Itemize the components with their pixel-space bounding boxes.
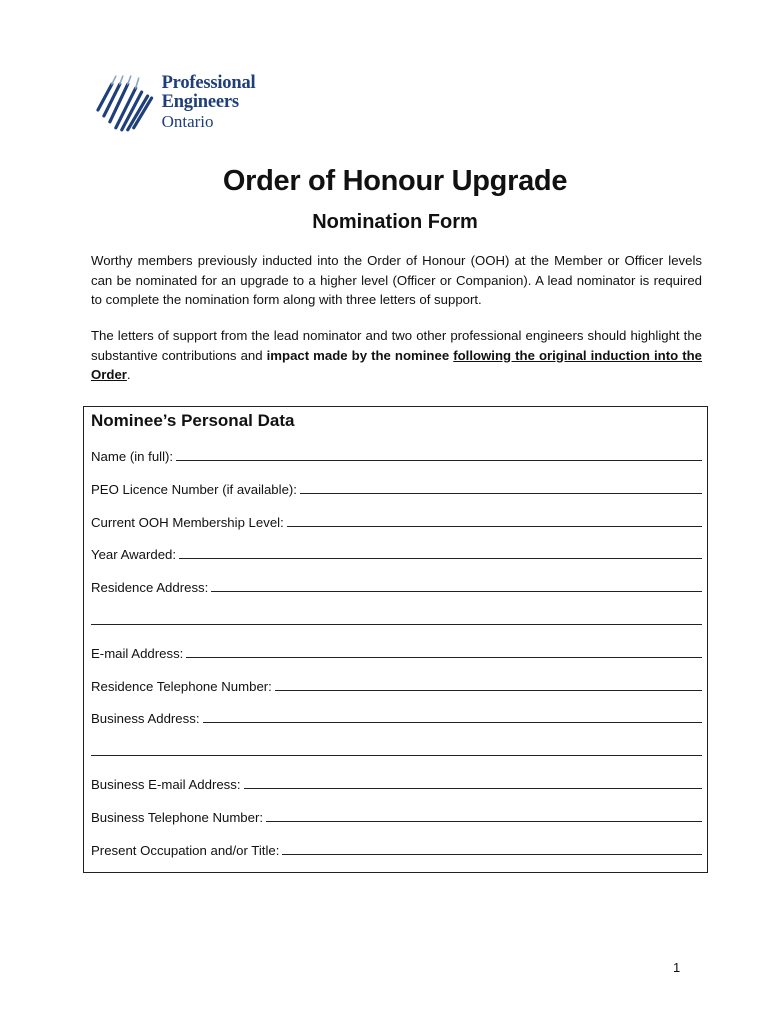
residence-address-line-2-blank[interactable] bbox=[91, 612, 702, 625]
field-label: Business E-mail Address: bbox=[91, 777, 241, 792]
field-label: Business Telephone Number: bbox=[91, 810, 264, 825]
email-blank[interactable] bbox=[186, 645, 702, 658]
name-blank[interactable] bbox=[176, 448, 702, 461]
support-paragraph-text: The letters of support from the lead nominator and two other professional engineers should highlight the substantive contributions and bbox=[91, 328, 702, 363]
support-paragraph-bold: impact made by the nominee bbox=[266, 347, 454, 363]
residence-telephone-field[interactable] bbox=[91, 676, 702, 694]
residence-address-blank[interactable] bbox=[211, 579, 702, 592]
section-title: Nominee’s Personal Data bbox=[91, 411, 295, 430]
occupation-title-field[interactable] bbox=[91, 840, 702, 858]
intro-paragraph: Worthy members previously inducted into the Order of Honour (OOH) at the Member or Officer levels can be nominated for an upgrade to a higher level (Officer or Companion). A lead nominator is required to complete the nomination form along with three letters of support. bbox=[91, 253, 702, 307]
business-telephone-blank[interactable] bbox=[266, 809, 702, 822]
field-label: Name (in full): bbox=[91, 449, 174, 464]
field-label: Business Address: bbox=[91, 711, 200, 726]
business-address-blank[interactable] bbox=[203, 710, 703, 723]
residence-address-field[interactable] bbox=[91, 577, 702, 595]
support-letters-paragraph bbox=[91, 326, 702, 385]
business-address-line-2-blank[interactable] bbox=[91, 743, 702, 756]
email-field[interactable] bbox=[91, 643, 702, 661]
field-label: Present Occupation and/or Title: bbox=[91, 843, 280, 858]
logo-line-2: Ontario bbox=[161, 111, 214, 131]
field-label: E-mail Address: bbox=[91, 646, 184, 661]
business-email-field[interactable] bbox=[91, 774, 702, 792]
peo-logo-icon bbox=[92, 70, 156, 134]
year-awarded-field[interactable] bbox=[91, 544, 702, 562]
residence-telephone-blank[interactable] bbox=[275, 678, 702, 691]
membership-level-blank[interactable] bbox=[287, 514, 702, 527]
year-awarded-blank[interactable] bbox=[179, 546, 702, 559]
business-telephone-field[interactable] bbox=[91, 807, 702, 825]
logo-line-1: Professional Engineers bbox=[161, 72, 256, 113]
support-paragraph-end: . bbox=[126, 367, 131, 382]
business-address-field[interactable] bbox=[91, 708, 702, 726]
licence-number-blank[interactable] bbox=[300, 481, 702, 494]
field-label: PEO Licence Number (if available): bbox=[91, 482, 297, 497]
business-address-line-2[interactable] bbox=[91, 741, 702, 759]
nominee-data-section bbox=[83, 406, 708, 873]
field-label: Current OOH Membership Level: bbox=[91, 515, 284, 530]
field-label: Year Awarded: bbox=[91, 547, 177, 562]
page-number: 1 bbox=[673, 960, 681, 975]
document-title: Order of Honour Upgrade bbox=[222, 165, 568, 197]
support-paragraph-bold-underlined: following the original induction into the Order bbox=[91, 347, 702, 382]
occupation-title-blank[interactable] bbox=[282, 842, 702, 855]
licence-number-field[interactable] bbox=[91, 479, 702, 497]
residence-address-line-2[interactable] bbox=[91, 610, 702, 628]
field-label: Residence Telephone Number: bbox=[91, 679, 272, 694]
field-label: Residence Address: bbox=[91, 580, 209, 595]
business-email-blank[interactable] bbox=[244, 776, 702, 789]
document-subtitle: Nomination Form bbox=[312, 211, 478, 233]
logo-wordmark bbox=[162, 74, 336, 131]
name-field[interactable] bbox=[91, 446, 702, 464]
peo-logo bbox=[92, 68, 336, 136]
membership-level-field[interactable] bbox=[91, 512, 702, 530]
